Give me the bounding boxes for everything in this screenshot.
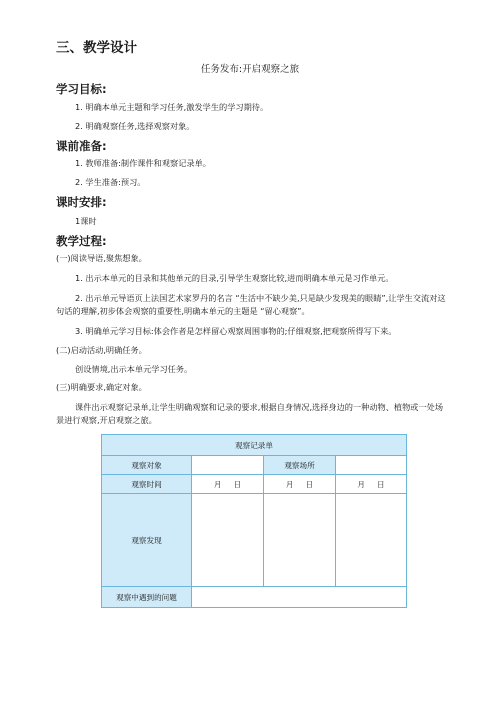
date-cell: [264, 475, 336, 494]
process-step-2: (二)启动活动,明确任务。: [56, 345, 147, 355]
month-label: 月: [213, 479, 222, 489]
finding-cell: [192, 494, 264, 587]
process-step-3: (三)明确要求,确定对象。: [56, 382, 147, 392]
process-heading: 教学过程:: [56, 234, 107, 248]
process-paragraph: 3. 明确单元学习目标:体会作者是怎样留心观察周围事物的;仔细观察,把观察所得写下来。: [75, 326, 397, 336]
goal-item: 1. 明确本单元主题和学习任务,激发学生的学习期待。: [75, 102, 269, 112]
object-cell: [192, 456, 264, 475]
table-row: [102, 587, 407, 608]
process-step-1: (一)阅读导语,聚焦想象。: [56, 253, 147, 263]
process-paragraph: 2. 出示单元导语页上法国艺术家罗丹的名言 “生活中不缺少美,只是缺少发现美的眼睛”,让学生交流对这句话的理解,初步体会观察的重要性,明确本单元的主题是 “留心观察”。: [56, 293, 446, 316]
process-paragraph: 课件出示观察记录单,让学生明确观察和记录的要求,根据自身情况,选择身边的一种动物、植物或一处场景进行观察,开启观察之旅。: [56, 402, 444, 425]
schedule-heading: 课时安排:: [56, 195, 107, 209]
table-row: [102, 456, 407, 475]
time-label: 观察时间: [102, 475, 192, 494]
month-label: 月: [357, 479, 366, 489]
process-paragraph: 创设情境,出示本单元学习任务。: [75, 364, 193, 374]
observation-record-table: [101, 434, 407, 608]
finding-cell: [264, 494, 336, 587]
day-label: 日: [233, 479, 242, 489]
schedule-text: 1课时: [75, 216, 97, 226]
finding-label: 观察发现: [102, 494, 192, 587]
table-row: [102, 494, 407, 587]
goals-heading: 学习目标:: [56, 82, 107, 96]
table-title: 观察记录单: [102, 435, 407, 456]
problem-cell: [192, 587, 407, 608]
section-title: 三、教学设计: [56, 40, 137, 56]
object-label: 观察对象: [102, 456, 192, 475]
process-paragraph: 1. 出示本单元的目录和其他单元的目录,引导学生观察比较,进而明确本单元是习作单元。: [75, 273, 394, 283]
prep-item: 2. 学生准备:预习。: [75, 177, 146, 187]
prep-item: 1. 教师准备:制作课件和观察记录单。: [75, 158, 211, 168]
problem-label: 观察中遇到的问题: [102, 587, 192, 608]
goal-item: 2. 明确观察任务,选择观察对象。: [75, 121, 195, 131]
place-label: 观察场所: [264, 456, 336, 475]
day-label: 日: [305, 479, 314, 489]
table-row: [102, 475, 407, 494]
month-label: 月: [285, 479, 294, 489]
lesson-subtitle: 任务发布:开启观察之旅: [200, 64, 300, 75]
date-cell: [336, 475, 407, 494]
finding-cell: [336, 494, 407, 587]
date-cell: [192, 475, 264, 494]
prep-heading: 课前准备:: [56, 139, 107, 153]
place-cell: [336, 456, 407, 475]
day-label: 日: [377, 479, 385, 489]
